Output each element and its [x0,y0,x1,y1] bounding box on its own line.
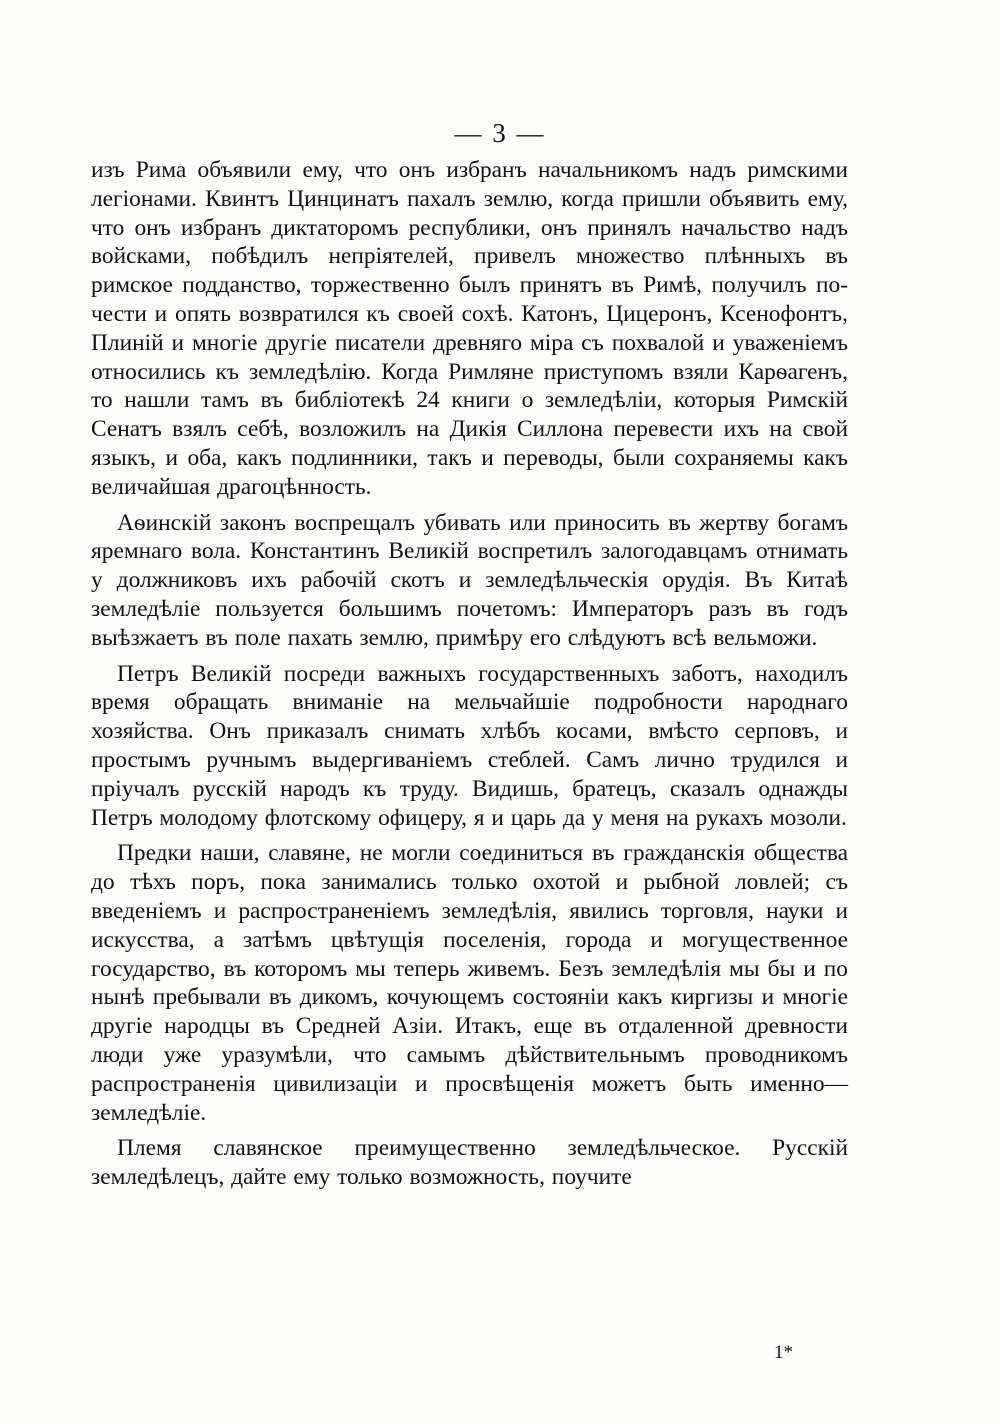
paragraph-5: Племя славянское преимущественно земледѣльческое. Русскій земледѣлецъ, дайте ему только возможность, поучите [91,1135,848,1191]
paragraph-1: изъ Рима объявили ему, что онъ избранъ начальникомъ надъ римскими легіонами. Квинтъ Цинцинатъ пахалъ землю, когда пришли объявить ему, что онъ избранъ диктаторомъ республики, онъ принялъ начальство надъ войсками, побѣдилъ непріятелей, привелъ множество плѣнныхъ въ римское подданство, торжественно былъ принятъ въ Римѣ, получилъ почести и опять возвратился къ своей сохѣ. Катонъ, Цицеронъ, Ксенофонтъ, Плиній и многіе другіе писатели древняго міра съ похвалой и уваженіемъ относились къ земледѣлію. Когда Римляне приступомъ взяли Карѳагенъ, то нашли тамъ въ библіотекѣ 24 книги о земледѣліи, которыя Римскій Сенатъ взялъ себѣ, возложилъ на Дикія Силлона перевести ихъ на свой языкъ, и оба, какъ подлинники, такъ и переводы, были сохраняемы какъ величайшая драгоцѣнность. [91,157,848,500]
paragraph-4: Предки наши, славяне, не могли соединиться въ гражданскія общества до тѣхъ поръ, пока занимались только охотой и рыбной ловлей; съ введеніемъ и распространеніемъ земледѣлія, явились торговля, науки и искусства, а затѣмъ цвѣтущія поселенія, города и могущественное государство, въ которомъ мы теперь живемъ. Безъ земледѣлія мы бы и по нынѣ пребывали въ дикомъ, кочующемъ состояніи какъ киргизы и многіе другіе народцы въ Средней Азіи. Итакъ, еще въ отдаленной древности люди уже уразумѣли, что самымъ дѣйствительнымъ проводникомъ распространенія цивилизаціи и просвѣщенія можетъ быть именно—земледѣліе. [91,840,848,1126]
paragraph-3: Петръ Великій посреди важныхъ государственныхъ заботъ, находилъ время обращать вниманіе на мельчайшіе подробности народнаго хозяйства. Онъ приказалъ снимать хлѣбъ косами, вмѣсто серповъ, и простымъ ручнымъ выдергиваніемъ стеблей. Самъ лично трудился и пріучалъ русскій народъ къ труду. Видишь, братецъ, сказалъ однажды Петръ молодому флотскому офицеру, я и царь да у меня на рукахъ мозоли. [91,660,848,831]
page-number: — 3 — [454,118,546,148]
signature-mark: 1* [774,1342,793,1363]
body-text [91,156,848,1192]
paragraph-2: Аѳинскій законъ воспрещалъ убивать или приносить въ жертву богамъ яремнаго вола. Константинъ Великій воспретилъ залогодавцамъ отнимать у должниковъ ихъ рабочій скотъ и земледѣльческія орудія. Въ Китаѣ земледѣліе пользуется большимъ почетомъ: Императоръ разъ въ годъ выѣзжаетъ въ поле пахать землю, примѣру его слѣдуютъ всѣ вельможи. [91,509,848,651]
